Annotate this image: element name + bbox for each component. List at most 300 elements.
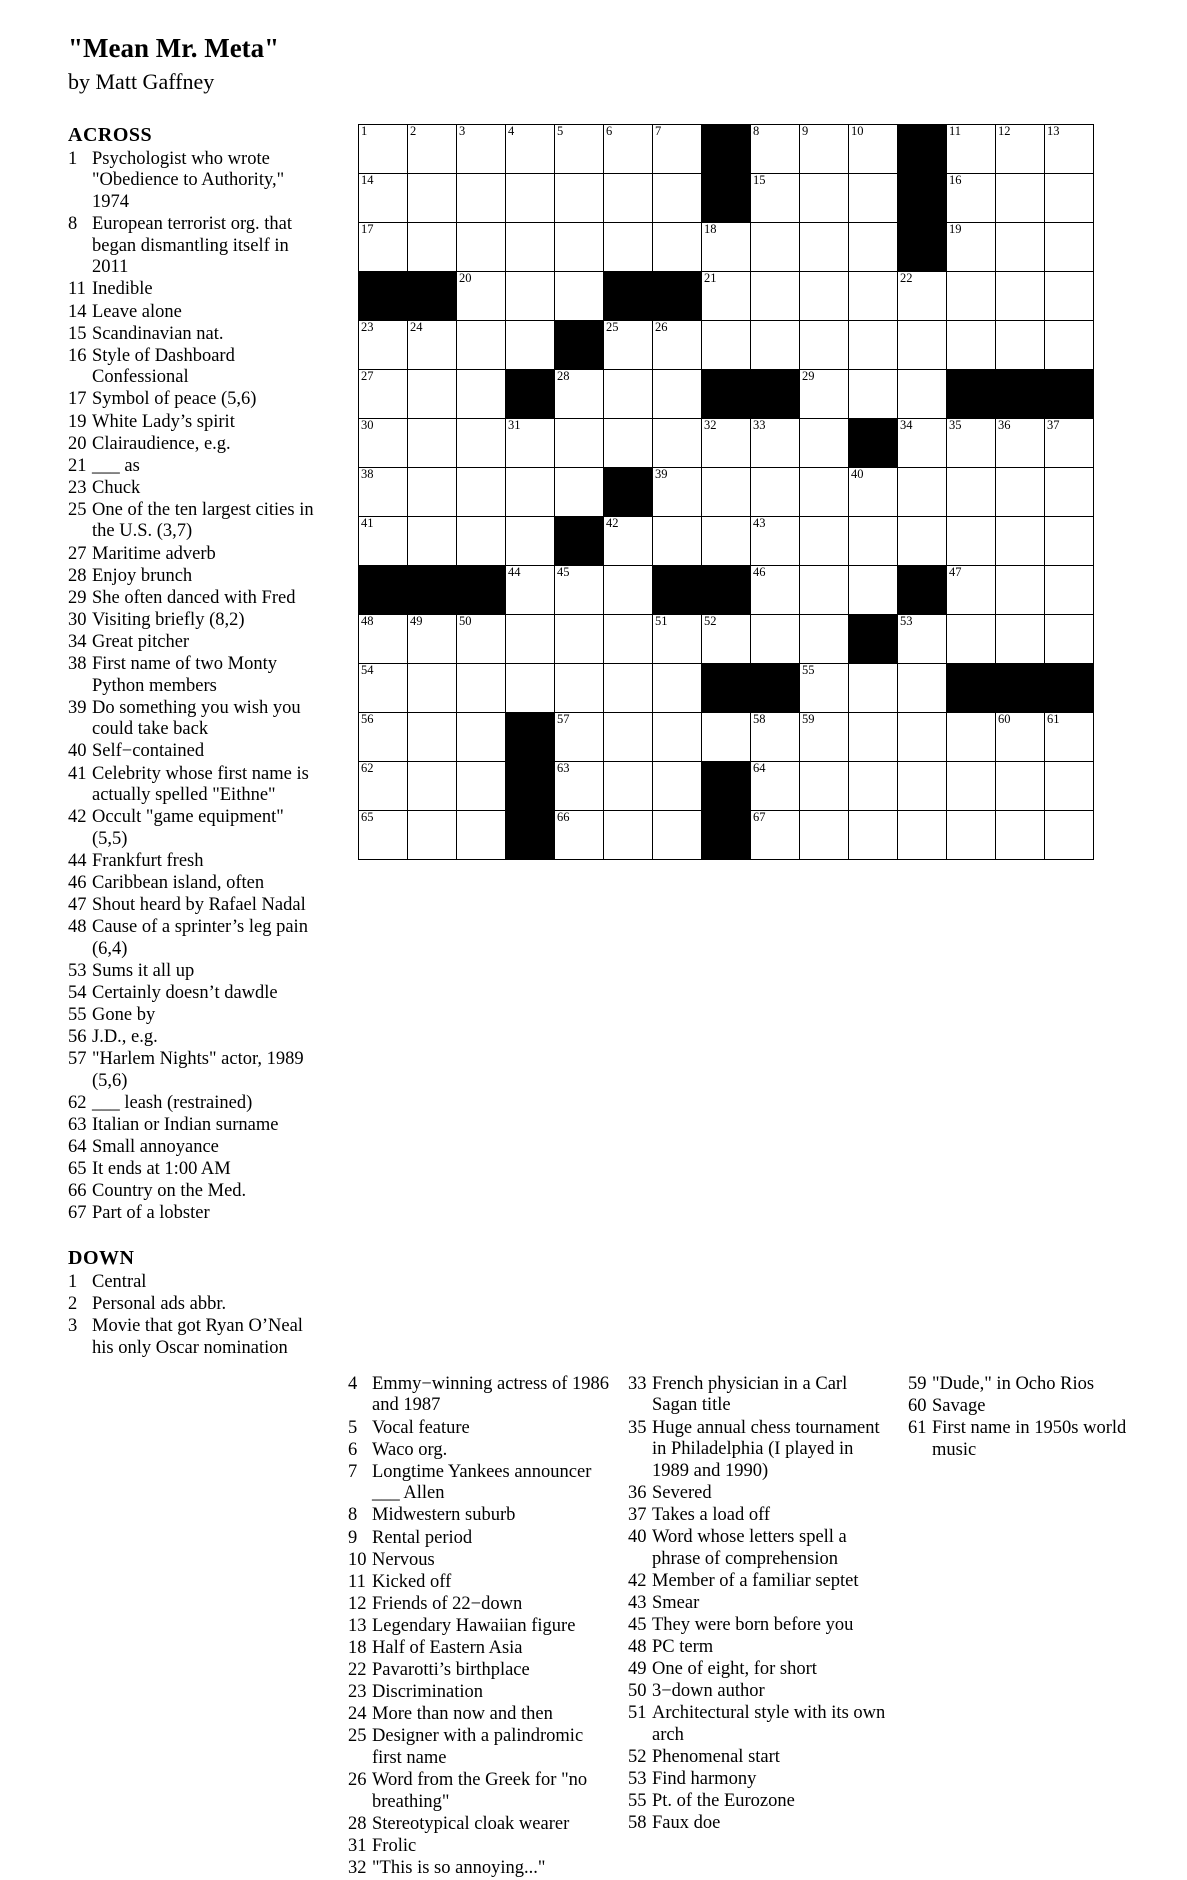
grid-cell[interactable] bbox=[555, 173, 604, 222]
grid-cell[interactable] bbox=[702, 271, 751, 320]
clue-item[interactable] bbox=[628, 1791, 890, 1813]
clue-item[interactable] bbox=[348, 1374, 610, 1417]
grid-cell[interactable] bbox=[457, 418, 506, 467]
grid-cell[interactable] bbox=[604, 810, 653, 859]
grid-cell[interactable] bbox=[1045, 418, 1094, 467]
clue-item[interactable] bbox=[348, 1704, 610, 1726]
grid-cell[interactable] bbox=[555, 663, 604, 712]
clue-item[interactable] bbox=[68, 632, 323, 654]
grid-cell[interactable] bbox=[555, 761, 604, 810]
clue-item[interactable] bbox=[348, 1836, 610, 1858]
clue-item[interactable] bbox=[628, 1813, 890, 1835]
grid-cell[interactable] bbox=[898, 810, 947, 859]
grid-cell[interactable] bbox=[996, 614, 1045, 663]
clue-item[interactable] bbox=[68, 1316, 323, 1359]
clue-item[interactable] bbox=[68, 1294, 323, 1316]
grid-cell[interactable] bbox=[800, 467, 849, 516]
grid-cell[interactable] bbox=[898, 369, 947, 418]
grid-cell[interactable] bbox=[1045, 222, 1094, 271]
grid-cell-number: 25 bbox=[606, 319, 619, 334]
grid-cell[interactable] bbox=[604, 712, 653, 761]
grid-cell[interactable] bbox=[849, 516, 898, 565]
clue-item[interactable] bbox=[68, 1159, 323, 1181]
grid-cell[interactable] bbox=[408, 418, 457, 467]
clue-text: ___ as bbox=[92, 455, 140, 476]
clue-item[interactable] bbox=[628, 1703, 890, 1746]
grid-cell[interactable] bbox=[457, 467, 506, 516]
grid-cell[interactable] bbox=[702, 516, 751, 565]
grid-block-cell bbox=[506, 712, 555, 761]
grid-cell[interactable] bbox=[898, 614, 947, 663]
grid-cell[interactable] bbox=[408, 320, 457, 369]
grid-cell-number: 39 bbox=[655, 466, 668, 481]
grid-cell[interactable] bbox=[604, 516, 653, 565]
grid-cell[interactable] bbox=[408, 614, 457, 663]
grid-block-cell bbox=[947, 369, 996, 418]
grid-cell[interactable] bbox=[800, 271, 849, 320]
grid-cell[interactable] bbox=[800, 516, 849, 565]
clue-item[interactable] bbox=[68, 456, 323, 478]
clue-text: Psychologist who wrote "Obedience to Authority," 1974 bbox=[92, 148, 285, 213]
grid-cell[interactable] bbox=[359, 712, 408, 761]
crossword-grid[interactable] bbox=[358, 124, 1094, 860]
grid-cell[interactable] bbox=[555, 565, 604, 614]
grid-cell[interactable] bbox=[457, 712, 506, 761]
grid-cell[interactable] bbox=[555, 712, 604, 761]
grid-cell[interactable] bbox=[359, 761, 408, 810]
grid-cell[interactable] bbox=[653, 712, 702, 761]
clue-item[interactable] bbox=[68, 346, 323, 389]
grid-cell[interactable] bbox=[996, 320, 1045, 369]
grid-cell[interactable] bbox=[359, 663, 408, 712]
grid-cell[interactable] bbox=[751, 761, 800, 810]
clue-item[interactable] bbox=[68, 588, 323, 610]
clue-item[interactable] bbox=[68, 389, 323, 411]
grid-cell[interactable] bbox=[457, 320, 506, 369]
grid-cell[interactable] bbox=[506, 418, 555, 467]
grid-cell[interactable] bbox=[604, 369, 653, 418]
grid-cell[interactable] bbox=[800, 173, 849, 222]
grid-cell[interactable] bbox=[408, 761, 457, 810]
grid-cell[interactable] bbox=[604, 222, 653, 271]
grid-cell[interactable] bbox=[555, 369, 604, 418]
grid-cell[interactable] bbox=[506, 320, 555, 369]
grid-cell[interactable] bbox=[751, 418, 800, 467]
clue-text: Country on the Med. bbox=[92, 1181, 247, 1202]
clue-item[interactable] bbox=[628, 1659, 890, 1681]
clue-item[interactable] bbox=[68, 1115, 323, 1137]
grid-cell[interactable] bbox=[898, 418, 947, 467]
clue-item[interactable] bbox=[628, 1571, 890, 1593]
clue-item[interactable] bbox=[68, 412, 323, 434]
grid-cell[interactable] bbox=[359, 810, 408, 859]
grid-cell[interactable] bbox=[653, 614, 702, 663]
grid-cell[interactable] bbox=[359, 614, 408, 663]
clue-item[interactable] bbox=[348, 1858, 610, 1880]
grid-cell[interactable] bbox=[898, 271, 947, 320]
grid-cell[interactable] bbox=[653, 761, 702, 810]
grid-cell[interactable] bbox=[653, 173, 702, 222]
clue-item[interactable] bbox=[348, 1726, 610, 1769]
clue-item[interactable] bbox=[68, 500, 323, 543]
grid-cell[interactable] bbox=[506, 271, 555, 320]
clue-item[interactable] bbox=[68, 544, 323, 566]
grid-cell[interactable] bbox=[1045, 565, 1094, 614]
grid-cell[interactable] bbox=[604, 320, 653, 369]
grid-cell[interactable] bbox=[800, 810, 849, 859]
grid-cell[interactable] bbox=[996, 712, 1045, 761]
grid-cell[interactable] bbox=[702, 467, 751, 516]
clue-item[interactable] bbox=[68, 1137, 323, 1159]
grid-cell-number: 51 bbox=[655, 613, 668, 628]
grid-cell[interactable] bbox=[702, 614, 751, 663]
grid-cell[interactable] bbox=[947, 761, 996, 810]
clue-item[interactable] bbox=[68, 873, 323, 895]
grid-cell[interactable] bbox=[555, 467, 604, 516]
clue-item[interactable] bbox=[348, 1505, 610, 1527]
grid-cell[interactable] bbox=[996, 565, 1045, 614]
grid-cell[interactable] bbox=[996, 124, 1045, 173]
clue-item[interactable] bbox=[348, 1572, 610, 1594]
clue-item[interactable] bbox=[68, 434, 323, 456]
clue-number: 18 bbox=[348, 1637, 367, 1658]
grid-cell[interactable] bbox=[702, 712, 751, 761]
grid-cell[interactable] bbox=[849, 663, 898, 712]
clue-item[interactable] bbox=[68, 1093, 323, 1115]
clue-item[interactable] bbox=[348, 1638, 610, 1660]
clue-item[interactable] bbox=[68, 1005, 323, 1027]
grid-cell[interactable] bbox=[898, 467, 947, 516]
grid-cell[interactable] bbox=[604, 614, 653, 663]
grid-cell[interactable] bbox=[898, 320, 947, 369]
grid-cell[interactable] bbox=[604, 418, 653, 467]
grid-cell[interactable] bbox=[800, 222, 849, 271]
clue-item[interactable] bbox=[68, 610, 323, 632]
grid-cell[interactable] bbox=[996, 810, 1045, 859]
grid-cell[interactable] bbox=[947, 418, 996, 467]
grid-cell[interactable] bbox=[604, 663, 653, 712]
grid-cell[interactable] bbox=[751, 467, 800, 516]
grid-cell-number: 21 bbox=[704, 270, 717, 285]
grid-cell[interactable] bbox=[359, 222, 408, 271]
grid-cell[interactable] bbox=[947, 516, 996, 565]
grid-cell[interactable] bbox=[1045, 810, 1094, 859]
grid-cell[interactable] bbox=[457, 173, 506, 222]
clue-item[interactable] bbox=[628, 1593, 890, 1615]
grid-cell[interactable] bbox=[996, 222, 1045, 271]
grid-cell[interactable] bbox=[359, 173, 408, 222]
across-clue-column bbox=[68, 124, 333, 1360]
grid-cell[interactable] bbox=[800, 124, 849, 173]
grid-cell[interactable] bbox=[996, 761, 1045, 810]
clue-item[interactable] bbox=[68, 917, 323, 960]
grid-cell[interactable] bbox=[359, 418, 408, 467]
grid-cell[interactable] bbox=[359, 369, 408, 418]
grid-cell[interactable] bbox=[996, 516, 1045, 565]
clue-item[interactable] bbox=[68, 741, 323, 763]
grid-cell[interactable] bbox=[751, 222, 800, 271]
clue-item[interactable] bbox=[348, 1616, 610, 1638]
grid-cell[interactable] bbox=[1045, 516, 1094, 565]
grid-cell[interactable] bbox=[457, 369, 506, 418]
grid-cell[interactable] bbox=[898, 712, 947, 761]
grid-cell[interactable] bbox=[506, 565, 555, 614]
clue-item[interactable] bbox=[68, 1203, 323, 1225]
grid-cell[interactable] bbox=[653, 124, 702, 173]
clue-item[interactable] bbox=[68, 478, 323, 500]
clue-item[interactable] bbox=[348, 1528, 610, 1550]
clue-item[interactable] bbox=[68, 1272, 323, 1294]
clue-text: "Dude," in Ocho Rios bbox=[932, 1373, 1095, 1394]
grid-cell[interactable] bbox=[947, 712, 996, 761]
grid-cell[interactable] bbox=[1045, 712, 1094, 761]
clue-number: 54 bbox=[68, 982, 87, 1003]
grid-cell[interactable] bbox=[653, 810, 702, 859]
grid-cell[interactable] bbox=[1045, 761, 1094, 810]
clue-item[interactable] bbox=[628, 1374, 890, 1417]
grid-cell[interactable] bbox=[849, 369, 898, 418]
grid-cell[interactable] bbox=[898, 761, 947, 810]
clue-number: 8 bbox=[348, 1505, 358, 1526]
grid-cell[interactable] bbox=[653, 467, 702, 516]
grid-cell[interactable] bbox=[653, 222, 702, 271]
grid-cell[interactable] bbox=[653, 663, 702, 712]
grid-cell[interactable] bbox=[751, 614, 800, 663]
grid-cell[interactable] bbox=[849, 712, 898, 761]
clue-item[interactable] bbox=[68, 654, 323, 697]
grid-block-cell bbox=[898, 124, 947, 173]
grid-cell[interactable] bbox=[408, 222, 457, 271]
grid-cell[interactable] bbox=[555, 222, 604, 271]
clue-item[interactable] bbox=[628, 1769, 890, 1791]
clue-item[interactable] bbox=[68, 764, 323, 807]
grid-cell[interactable] bbox=[1045, 467, 1094, 516]
grid-cell[interactable] bbox=[653, 418, 702, 467]
grid-cell[interactable] bbox=[506, 614, 555, 663]
clue-number: 53 bbox=[68, 960, 87, 981]
clue-item[interactable] bbox=[348, 1440, 610, 1462]
grid-cell[interactable] bbox=[359, 320, 408, 369]
clue-item[interactable] bbox=[628, 1483, 890, 1505]
grid-cell[interactable] bbox=[800, 663, 849, 712]
grid-cell[interactable] bbox=[359, 516, 408, 565]
grid-cell[interactable] bbox=[849, 761, 898, 810]
clue-item[interactable] bbox=[348, 1594, 610, 1616]
grid-cell-number: 18 bbox=[704, 221, 717, 236]
grid-row bbox=[359, 761, 1094, 810]
clue-item[interactable] bbox=[68, 324, 323, 346]
grid-cell[interactable] bbox=[947, 810, 996, 859]
grid-cell[interactable] bbox=[506, 663, 555, 712]
grid-cell[interactable] bbox=[457, 614, 506, 663]
clue-item[interactable] bbox=[628, 1681, 890, 1703]
grid-cell[interactable] bbox=[408, 810, 457, 859]
grid-cell[interactable] bbox=[849, 124, 898, 173]
clue-item[interactable] bbox=[908, 1418, 1158, 1461]
clue-item[interactable] bbox=[628, 1418, 890, 1483]
grid-cell[interactable] bbox=[849, 565, 898, 614]
grid-cell[interactable] bbox=[800, 565, 849, 614]
clue-number: 4 bbox=[348, 1373, 358, 1394]
grid-cell[interactable] bbox=[702, 418, 751, 467]
grid-cell[interactable] bbox=[1045, 173, 1094, 222]
grid-cell[interactable] bbox=[800, 614, 849, 663]
clue-item[interactable] bbox=[628, 1615, 890, 1637]
grid-cell[interactable] bbox=[408, 173, 457, 222]
grid-cell[interactable] bbox=[800, 369, 849, 418]
grid-cell-number: 10 bbox=[851, 123, 864, 138]
grid-cell[interactable] bbox=[702, 222, 751, 271]
grid-cell[interactable] bbox=[800, 712, 849, 761]
clue-item[interactable] bbox=[68, 1181, 323, 1203]
clue-item[interactable] bbox=[68, 1049, 323, 1092]
grid-cell[interactable] bbox=[947, 565, 996, 614]
grid-cell[interactable] bbox=[1045, 320, 1094, 369]
clue-item[interactable] bbox=[628, 1747, 890, 1769]
clue-item[interactable] bbox=[68, 214, 323, 279]
grid-cell[interactable] bbox=[408, 369, 457, 418]
grid-cell[interactable] bbox=[506, 467, 555, 516]
grid-cell-number: 52 bbox=[704, 613, 717, 628]
grid-row bbox=[359, 516, 1094, 565]
grid-cell[interactable] bbox=[555, 810, 604, 859]
grid-cell[interactable] bbox=[751, 712, 800, 761]
grid-cell[interactable] bbox=[849, 467, 898, 516]
grid-cell[interactable] bbox=[653, 320, 702, 369]
clue-item[interactable] bbox=[68, 961, 323, 983]
grid-cell[interactable] bbox=[751, 810, 800, 859]
grid-row bbox=[359, 418, 1094, 467]
grid-cell[interactable] bbox=[702, 320, 751, 369]
grid-cell[interactable] bbox=[849, 173, 898, 222]
grid-cell[interactable] bbox=[947, 222, 996, 271]
clue-item[interactable] bbox=[68, 983, 323, 1005]
clue-item[interactable] bbox=[68, 302, 323, 324]
grid-cell[interactable] bbox=[359, 124, 408, 173]
grid-cell[interactable] bbox=[849, 320, 898, 369]
grid-cell[interactable] bbox=[457, 810, 506, 859]
clue-item[interactable] bbox=[68, 807, 323, 850]
grid-cell[interactable] bbox=[457, 271, 506, 320]
clue-number: 20 bbox=[68, 433, 87, 454]
grid-cell[interactable] bbox=[751, 516, 800, 565]
grid-cell[interactable] bbox=[408, 516, 457, 565]
grid-cell[interactable] bbox=[800, 320, 849, 369]
grid-cell[interactable] bbox=[408, 663, 457, 712]
clue-item[interactable] bbox=[68, 566, 323, 588]
grid-cell[interactable] bbox=[849, 810, 898, 859]
clue-item[interactable] bbox=[908, 1396, 1158, 1418]
grid-cell[interactable] bbox=[751, 124, 800, 173]
clue-item[interactable] bbox=[348, 1682, 610, 1704]
grid-cell[interactable] bbox=[947, 271, 996, 320]
clue-text: Italian or Indian surname bbox=[92, 1115, 279, 1135]
clue-item[interactable] bbox=[348, 1770, 610, 1813]
grid-cell[interactable] bbox=[751, 173, 800, 222]
grid-cell[interactable] bbox=[555, 418, 604, 467]
grid-cell[interactable] bbox=[653, 369, 702, 418]
grid-cell[interactable] bbox=[996, 271, 1045, 320]
clue-item[interactable] bbox=[628, 1637, 890, 1659]
grid-cell[interactable] bbox=[751, 320, 800, 369]
grid-cell[interactable] bbox=[898, 516, 947, 565]
grid-cell[interactable] bbox=[555, 614, 604, 663]
clue-item[interactable] bbox=[68, 279, 323, 301]
clue-item[interactable] bbox=[68, 895, 323, 917]
grid-cell[interactable] bbox=[947, 124, 996, 173]
grid-cell[interactable] bbox=[604, 565, 653, 614]
grid-cell[interactable] bbox=[1045, 614, 1094, 663]
clue-item[interactable] bbox=[908, 1374, 1158, 1396]
clue-item[interactable] bbox=[348, 1550, 610, 1572]
grid-cell[interactable] bbox=[653, 516, 702, 565]
grid-cell[interactable] bbox=[751, 271, 800, 320]
grid-cell[interactable] bbox=[947, 173, 996, 222]
clue-item[interactable] bbox=[348, 1814, 610, 1836]
grid-cell-number: 4 bbox=[508, 123, 515, 138]
grid-cell[interactable] bbox=[1045, 271, 1094, 320]
grid-cell[interactable] bbox=[408, 467, 457, 516]
grid-block-cell bbox=[898, 565, 947, 614]
grid-cell[interactable] bbox=[457, 516, 506, 565]
grid-cell[interactable] bbox=[604, 761, 653, 810]
grid-cell[interactable] bbox=[457, 124, 506, 173]
clue-item[interactable] bbox=[68, 698, 323, 741]
grid-cell-number: 34 bbox=[900, 417, 913, 432]
grid-cell[interactable] bbox=[849, 271, 898, 320]
grid-cell[interactable] bbox=[457, 663, 506, 712]
grid-cell[interactable] bbox=[506, 222, 555, 271]
grid-cell[interactable] bbox=[506, 516, 555, 565]
grid-cell[interactable] bbox=[898, 663, 947, 712]
grid-cell[interactable] bbox=[996, 173, 1045, 222]
clue-item[interactable] bbox=[348, 1418, 610, 1440]
grid-cell[interactable] bbox=[506, 124, 555, 173]
grid-cell[interactable] bbox=[751, 565, 800, 614]
clue-item[interactable] bbox=[68, 851, 323, 873]
grid-cell[interactable] bbox=[457, 222, 506, 271]
grid-cell[interactable] bbox=[359, 467, 408, 516]
grid-cell[interactable] bbox=[849, 222, 898, 271]
grid-cell[interactable] bbox=[996, 418, 1045, 467]
grid-cell[interactable] bbox=[604, 124, 653, 173]
grid-cell[interactable] bbox=[947, 320, 996, 369]
clue-item[interactable] bbox=[628, 1527, 890, 1570]
grid-cell[interactable] bbox=[506, 173, 555, 222]
grid-cell[interactable] bbox=[947, 614, 996, 663]
clue-item[interactable] bbox=[348, 1660, 610, 1682]
grid-cell[interactable] bbox=[996, 467, 1045, 516]
grid-cell[interactable] bbox=[800, 761, 849, 810]
grid-cell[interactable] bbox=[1045, 124, 1094, 173]
clue-item[interactable] bbox=[348, 1462, 610, 1505]
grid-cell[interactable] bbox=[555, 271, 604, 320]
grid-cell[interactable] bbox=[408, 124, 457, 173]
grid-block-cell bbox=[849, 614, 898, 663]
grid-cell[interactable] bbox=[408, 712, 457, 761]
grid-cell[interactable] bbox=[947, 467, 996, 516]
clue-item[interactable] bbox=[68, 149, 323, 214]
crossword-grid-wrap bbox=[358, 124, 1094, 860]
grid-cell[interactable] bbox=[800, 418, 849, 467]
grid-cell[interactable] bbox=[555, 124, 604, 173]
clue-number: 24 bbox=[348, 1704, 367, 1725]
clue-number: 11 bbox=[348, 1571, 366, 1592]
clue-item[interactable] bbox=[628, 1505, 890, 1527]
clue-item[interactable] bbox=[68, 1027, 323, 1049]
grid-cell[interactable] bbox=[457, 761, 506, 810]
grid-cell[interactable] bbox=[604, 173, 653, 222]
